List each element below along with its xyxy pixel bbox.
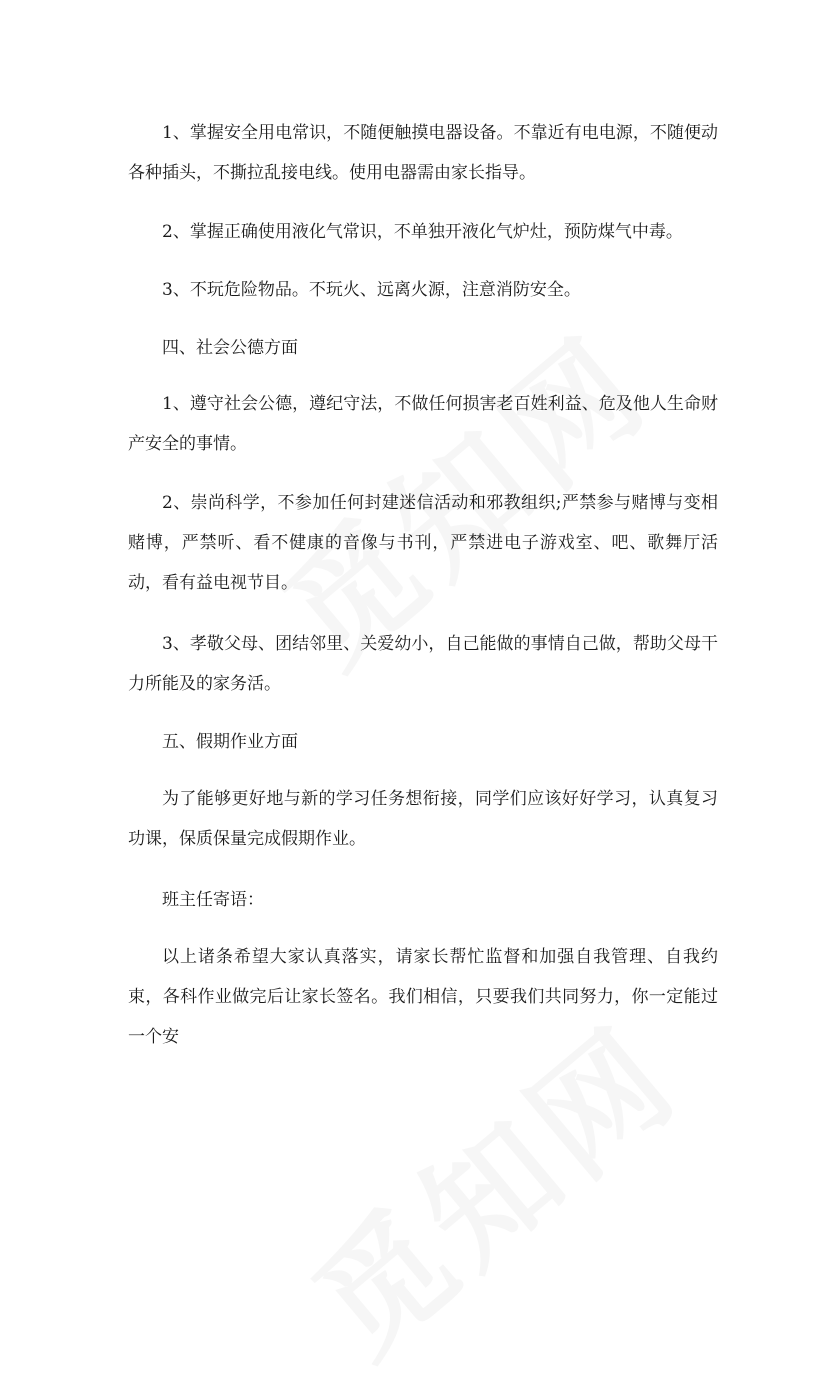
paragraph-teacher-message: 以上诸条希望大家认真落实，请家长帮忙监督和加强自我管理、自我约束，各科作业做完后让家长签名。我们相信，只要我们共同努力，你一定能过一个安 <box>128 947 718 1047</box>
paragraph-homework: 为了能够更好地与新的学习任务想衔接，同学们应该好好学习，认真复习功课，保质保量完成假期作业。 <box>128 789 718 849</box>
paragraph-fire-safety: 3、不玩危险物品。不玩火、远离火源，注意消防安全。 <box>162 280 581 300</box>
paragraph-social-morality: 1、遵守社会公德，遵纪守法，不做任何损害老百姓利益、危及他人生命财产安全的事情。 <box>128 394 718 454</box>
paragraph-gas-safety: 2、掌握正确使用液化气常识，不单独开液化气炉灶，预防煤气中毒。 <box>162 222 683 242</box>
paragraph-filial-piety: 3、孝敬父母、团结邻里、关爱幼小，自己能做的事情自己做，帮助父母干力所能及的家务活。 <box>128 634 718 694</box>
teacher-message-heading: 班主任寄语： <box>162 890 264 910</box>
section-heading-social-morality: 四、社会公德方面 <box>162 338 298 358</box>
paragraph-electric-safety: 1、掌握安全用电常识，不随便触摸电器设备。不靠近有电电源，不随便动各种插头，不撕拉乱接电线。使用电器需由家长指导。 <box>128 123 718 183</box>
paragraph-science: 2、崇尚科学，不参加任何封建迷信活动和邪教组织;严禁参与赌博与变相赌博，严禁听、看不健康的音像与书刊，严禁进电子游戏室、吧、歌舞厅活动，看有益电视节目。 <box>128 493 718 593</box>
section-heading-homework: 五、假期作业方面 <box>162 732 298 752</box>
